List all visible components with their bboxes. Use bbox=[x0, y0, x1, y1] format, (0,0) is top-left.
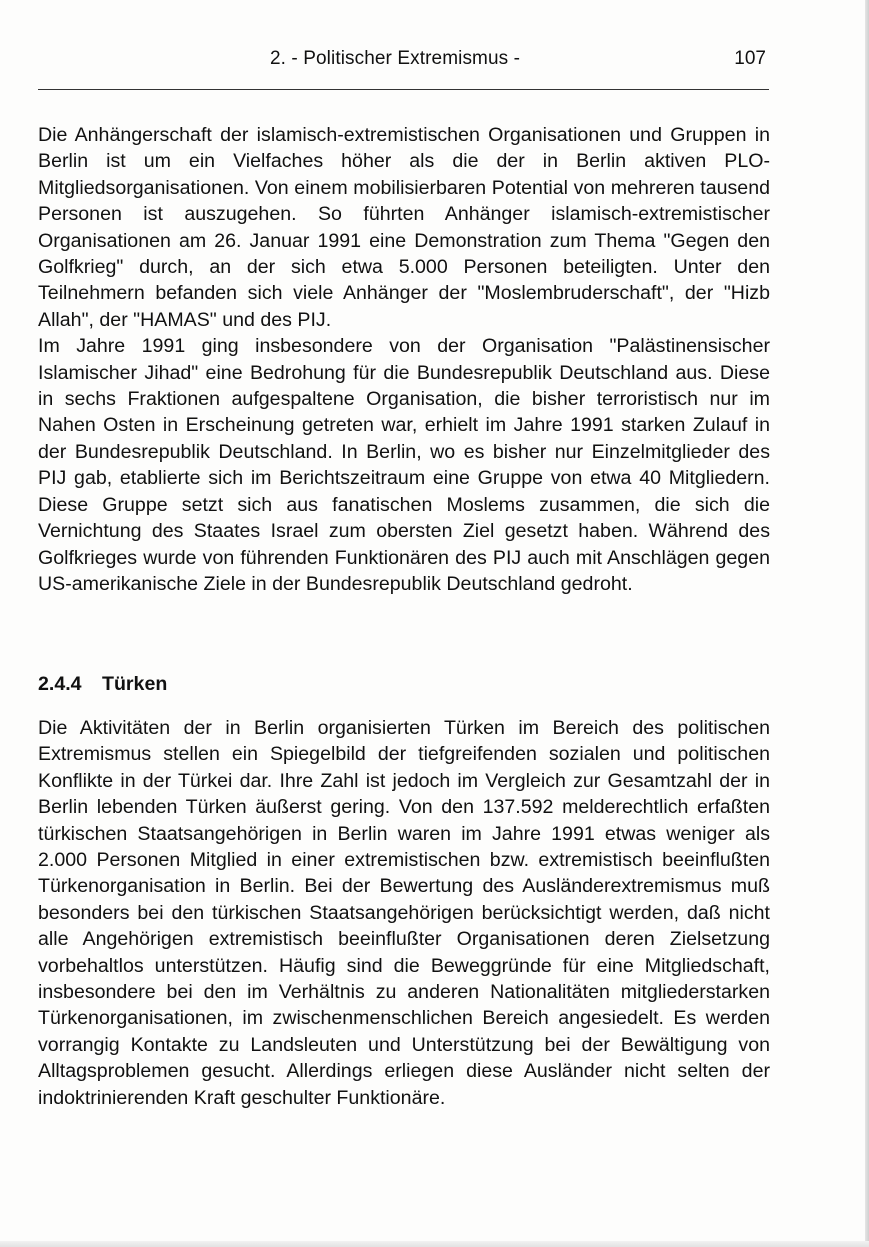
running-header bbox=[38, 48, 770, 74]
text-block-islamist bbox=[38, 122, 770, 597]
header-title: 2. - Politischer Extremismus - bbox=[270, 48, 521, 69]
header-rule bbox=[38, 89, 769, 90]
page-bottom-edge bbox=[0, 1241, 869, 1247]
paragraph-pij: Im Jahre 1991 ging insbesondere von der Organisation "Palästinensischer Islamischer Jihad" eine Bedrohung für die Bundesrepublik Deutschland aus. Diese in sechs Fraktionen aufgespaltene Organisation, die bisher terroristisch nur im Nahen Osten in Erscheinung getreten war, erhielt im Jahre 1991 starken Zulauf in der Bundesrepublik Deutschland. In Berlin, wo es bisher nur Einzelmitglieder des PIJ gab, etablierte sich im Berichtszeitraum eine Gruppe von etwa 40 Mitgliedern. Diese Gruppe setzt sich aus fanatischen Moslems zusammen, die sich die Vernichtung des Staates Israel zum obersten Ziel gesetzt haben. Während des Golfkrieges wurde von führenden Funktionären des PIJ auch mit Anschlägen gegen US-amerikanische Ziele in der Bundesrepublik Deutschland gedroht. bbox=[38, 335, 770, 595]
page-edge-shadow bbox=[865, 0, 869, 1247]
text-block-turks bbox=[38, 715, 770, 1111]
section-title: Türken bbox=[102, 673, 168, 695]
section-heading bbox=[38, 673, 167, 696]
paragraph-turks: Die Aktivitäten der in Berlin organisierten Türken im Bereich des politischen Extremismus stellen ein Spiegelbild der tiefgreifenden sozialen und politischen Konflikte in der Türkei dar. Ihre Zahl ist jedoch im Vergleich zur Gesamtzahl der in Berlin lebenden Türken äußerst gering. Von den 137.592 melderechtlich erfaßten türkischen Staatsangehörigen in Berlin waren im Jahre 1991 etwas weniger als 2.000 Personen Mitglied in einer extremistischen bzw. extremistisch beeinflußten Türkenorganisation in Berlin. Bei der Bewertung des Ausländerextremismus muß besonders bei den türkischen Staatsangehörigen berücksichtigt werden, daß nicht alle Angehörigen extremistisch beeinflußter Organisationen deren Zielsetzung vorbehaltlos unterstützen. Häufig sind die Beweggründe für eine Mitgliedschaft, insbesondere bei den im Verhältnis zu anderen Nationalitäten mitgliederstarken Türkenorganisationen, im zwischenmenschlichen Bereich angesiedelt. Es werden vorrangig Kontakte zu Landsleuten und Unterstützung bei der Bewältigung von Alltagsproblemen gesucht. Allerdings erliegen diese Ausländer nicht selten der indoktrinierenden Kraft geschulter Funktionäre. bbox=[38, 717, 770, 1109]
paragraph-supporters: Die Anhängerschaft der islamisch-extremistischen Organisationen und Gruppen in Berlin ist um ein Vielfaches höher als die der in Berlin aktiven PLO-Mitgliedsorganisationen. Von einem mobilisierbaren Potential von mehreren tausend Personen ist auszugehen. So führten Anhänger islamisch-extremistischer Organisationen am 26. Januar 1991 eine Demonstration zum Thema "Gegen den Golfkrieg" durch, an der sich etwa 5.000 Personen beteiligten. Unter den Teilnehmern befanden sich viele Anhänger der "Moslembruderschaft", der "Hizb Allah", der "HAMAS" und des PIJ. bbox=[38, 124, 770, 331]
page-number: 107 bbox=[734, 48, 766, 69]
section-number: 2.4.4 bbox=[38, 673, 82, 695]
